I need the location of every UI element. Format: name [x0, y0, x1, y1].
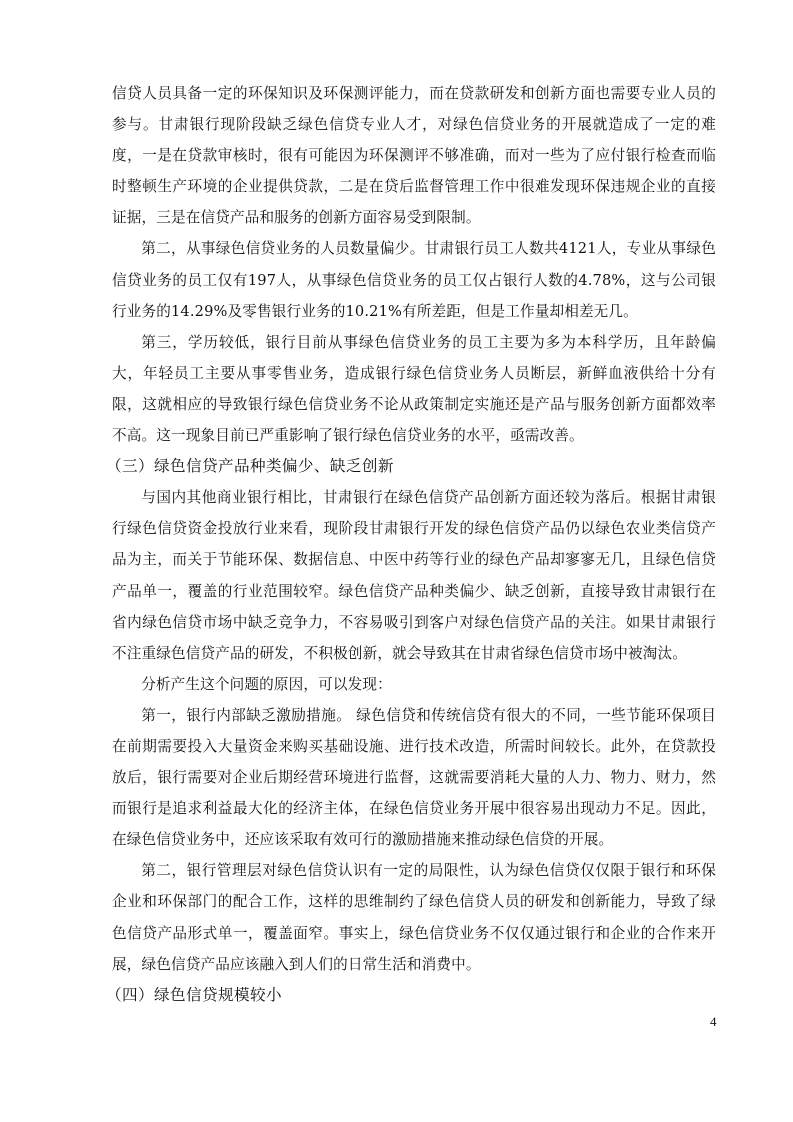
section-heading-3: （三）绿色信贷产品种类偏少、缺乏创新: [106, 457, 394, 476]
paragraph-staff-count: 第二，从事绿色信贷业务的人员数量偏少。甘肃银行员工人数共4121人，专业从事绿色信贷业务的员工仅有197人，从事绿色信贷业务的员工仅占银行人数的4.78%，这与公司银行业务的14.29%及零售银行业务的10.21%有所差距，但是工作量却相差无几。: [112, 240, 716, 320]
paragraph-incentive-lack: 第一，银行内部缺乏激励措施。 绿色信贷和传统信贷有很大的不同，一些节能环保项目在前期需要投入大量资金来购买基础设施、进行技术改造，所需时间较长。此外，在贷款投放后，银行需要对企业后期经营环境进行监督，这就需要消耗大量的人力、物力、财力，然而银行是追求利益最大化的经济主体，在绿色信贷业务开展中很容易出现动力不足。因此，在绿色信贷业务中，还应该采取有效可行的激励措施来推动绿色信贷的开展。: [112, 706, 716, 849]
page-number: 4: [710, 1014, 717, 1029]
paragraph-cause-intro: 分析产生这个问题的原因，可以发现：: [141, 675, 392, 693]
paragraph-management-view: 第二，银行管理层对绿色信贷认识有一定的局限性，认为绿色信贷仅仅限于银行和环保企业和环保部门的配合工作，这样的思维制约了绿色信贷人员的研发和创新能力，导致了绿色信贷产品形式单一，覆盖面窄。事实上，绿色信贷业务不仅仅通过银行和企业的合作来开展，绿色信贷产品应该融入到人们的日常生活和消费中。: [112, 862, 716, 973]
paragraph-talent-shortage: 信贷人员具备一定的环保知识及环保测评能力，而在贷款研发和创新方面也需要专业人员的参与。甘肃银行现阶段缺乏绿色信贷专业人才，对绿色信贷业务的开展就造成了一定的难度，一是在贷款审核时，很有可能因为环保测评不够准确，而对一些为了应付银行检查而临时整顿生产环境的企业提供贷款，二是在贷后监督管理工作中很难发现环保违规企业的直接证据，三是在信贷产品和服务的创新方面容易受到限制。: [112, 85, 716, 227]
paragraph-product-innovation: 与国内其他商业银行相比，甘肃银行在绿色信贷产品创新方面还较为落后。根据甘肃银行绿色信贷资金投放行业来看，现阶段甘肃银行开发的绿色信贷产品仍以绿色农业类信贷产品为主，而关于节能环保、数据信息、中医中药等行业的绿色产品却寥寥无几，且绿色信贷产品单一，覆盖的行业范围较窄。绿色信贷产品种类偏少、缺乏创新，直接导致甘肃银行在省内绿色信贷市场中缺乏竞争力，不容易吸引到客户对绿色信贷产品的关注。如果甘肃银行不注重绿色信贷产品的研发，不积极创新，就会导致其在甘肃省绿色信贷市场中被淘汰。: [112, 489, 716, 662]
section-heading-4: （四）绿色信贷规模较小: [106, 985, 282, 1004]
document-body: [106, 78, 716, 1011]
paragraph-education-level: 第三，学历较低，银行目前从事绿色信贷业务的员工主要为多为本科学历，且年龄偏大，年轻员工主要从事零售业务，造成银行绿色信贷业务人员断层，新鲜血液供给十分有限，这就相应的导致银行绿色信贷业务不论从政策制定实施还是产品与服务创新方面都效率不高。这一现象目前已严重影响了银行绿色信贷业务的水平，亟需改善。: [112, 333, 716, 445]
